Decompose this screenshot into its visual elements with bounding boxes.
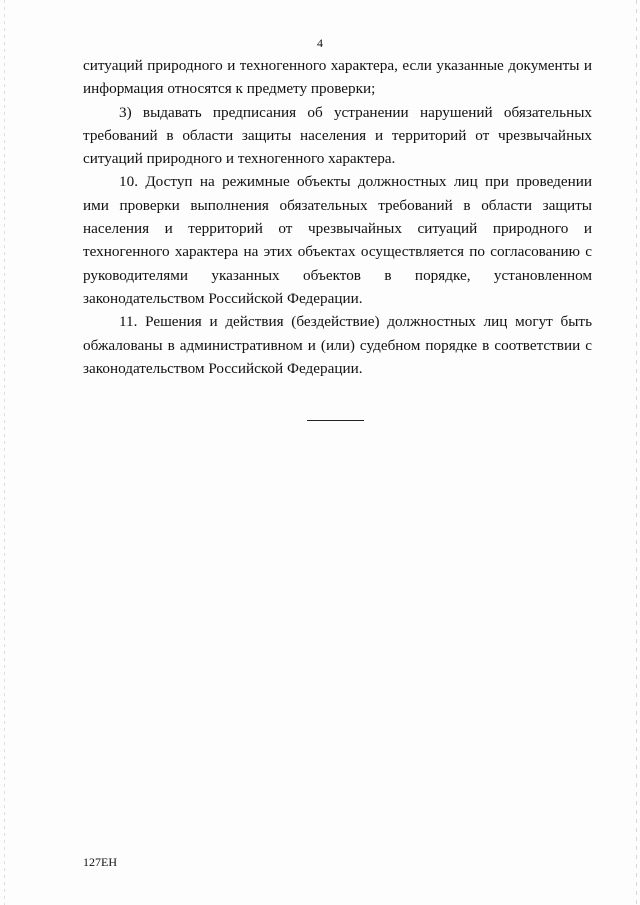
page-number: 4	[317, 36, 323, 50]
scan-edge-left	[4, 0, 5, 905]
document-body	[83, 54, 592, 380]
paragraph-item-3: 3) выдавать предписания об устранении нарушений обязательных требований в области защиты населения и территорий от чрезвычайных ситуаций природного и техногенного характера.	[83, 103, 592, 168]
document-code: 127ЕН	[83, 855, 117, 869]
scan-edge-right	[636, 0, 637, 905]
paragraph-item-11: 11. Решения и действия (бездействие) должностных лиц могут быть обжалованы в административном и (или) судебном порядке в соответствии с законодательством Российской Федерации.	[83, 313, 592, 377]
paragraph-continuation: ситуаций природного и техногенного характера, если указанные документы и информация относятся к предмету проверки;	[83, 57, 592, 98]
paragraph-item-10: 10. Доступ на режимные объекты должностных лиц при проведении ими проверки выполнения обязательных требований в области защиты населения и территорий от чрезвычайных ситуаций природного и техногенного характера на этих объектах осуществляется по согласованию с руководителями указанных объектов в порядке, установленном законодательством Российской Федерации.	[83, 173, 592, 307]
end-of-text-rule	[307, 420, 364, 421]
